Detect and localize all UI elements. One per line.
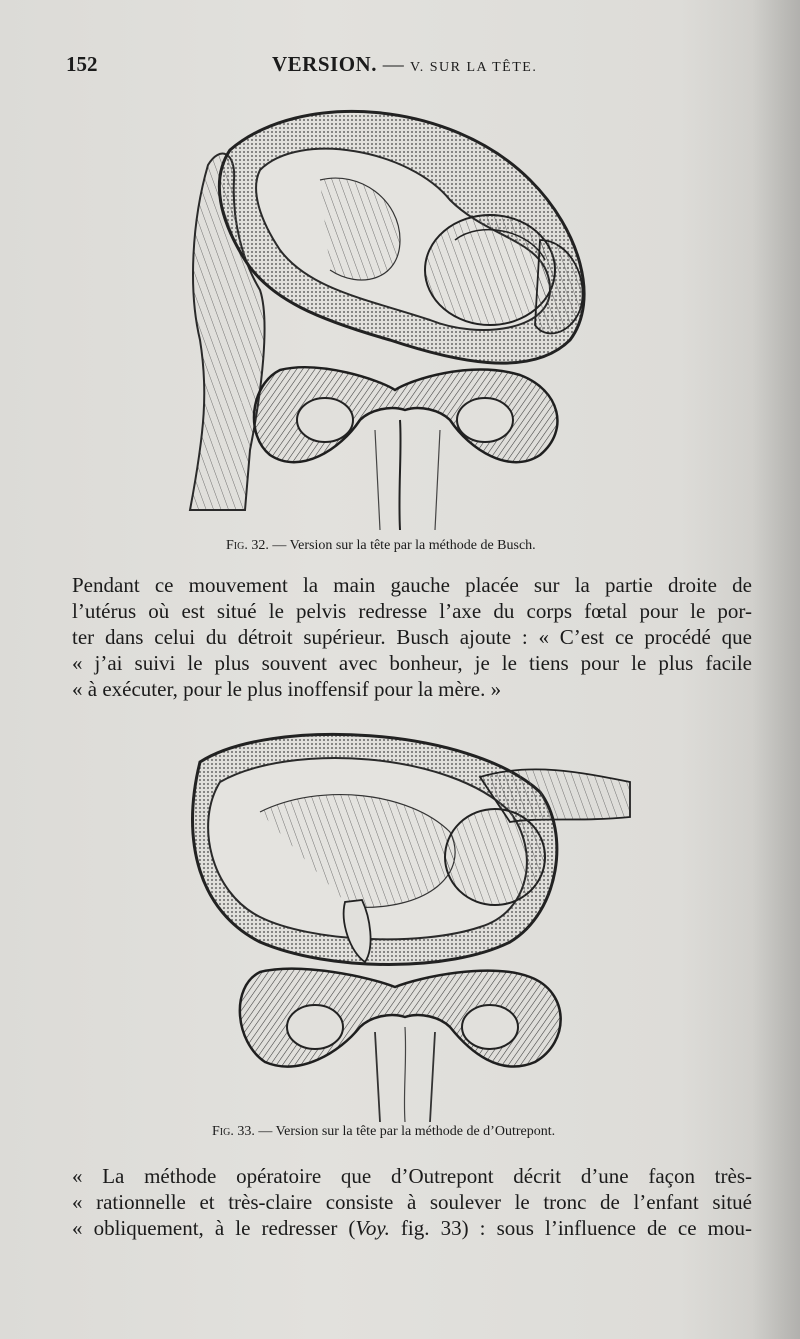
running-title-main: VERSION. (272, 52, 377, 76)
paragraph-line: « j’ai suivi le plus souvent avec bonheur, je le tiens pour le plus facile (72, 651, 752, 675)
figure-33-caption-text: — Version sur la tête par la méthode de d’Outrepont. (258, 1124, 556, 1139)
figure-32-engraving (150, 90, 640, 530)
paragraph-line: « La méthode opératoire que d’Outrepont décrit d’une façon très- (72, 1164, 752, 1188)
running-header (66, 52, 748, 82)
figure-32-caption-text: — Version sur la tête par la méthode de Busch. (272, 538, 536, 553)
paragraph-outrepont (72, 1163, 752, 1241)
page-number: 152 (66, 52, 98, 76)
paragraph-line: l’utérus où est situé le pelvis redresse l’axe du corps fœtal pour le por- (72, 599, 752, 623)
page-spine-shadow (752, 0, 800, 1339)
running-title (272, 52, 537, 77)
figure-reference-italic: Voy. (355, 1216, 390, 1240)
figure-32-illustration (150, 90, 640, 530)
figure-33-number: Fig. 33. (212, 1124, 255, 1139)
paragraph-text: « obliquement, à le redresser ( (72, 1216, 356, 1240)
running-title-section: V. SUR LA TÊTE. (409, 60, 538, 75)
paragraph-line: ter dans celui du détroit supérieur. Busch ajoute : « C’est ce procédé que (72, 625, 752, 649)
figure-33-engraving (150, 722, 640, 1122)
figure-32-caption (226, 538, 536, 554)
paragraph-text: fig. 33) : sous l’influence de ce mou- (389, 1216, 752, 1240)
figure-32-number: Fig. 32. (226, 538, 269, 553)
figure-33-illustration (150, 722, 640, 1122)
paragraph-line (72, 1215, 752, 1241)
paragraph-line: « à exécuter, pour le plus inoffensif pour la mère. » (72, 677, 502, 701)
paragraph-line: « rationnelle et très-claire consiste à soulever le tronc de l’enfant situé (72, 1190, 752, 1214)
figure-33-caption (212, 1124, 555, 1140)
paragraph-busch (72, 572, 752, 702)
running-title-dash: — (376, 52, 410, 76)
paragraph-line: Pendant ce mouvement la main gauche placée sur la partie droite de (72, 573, 752, 597)
